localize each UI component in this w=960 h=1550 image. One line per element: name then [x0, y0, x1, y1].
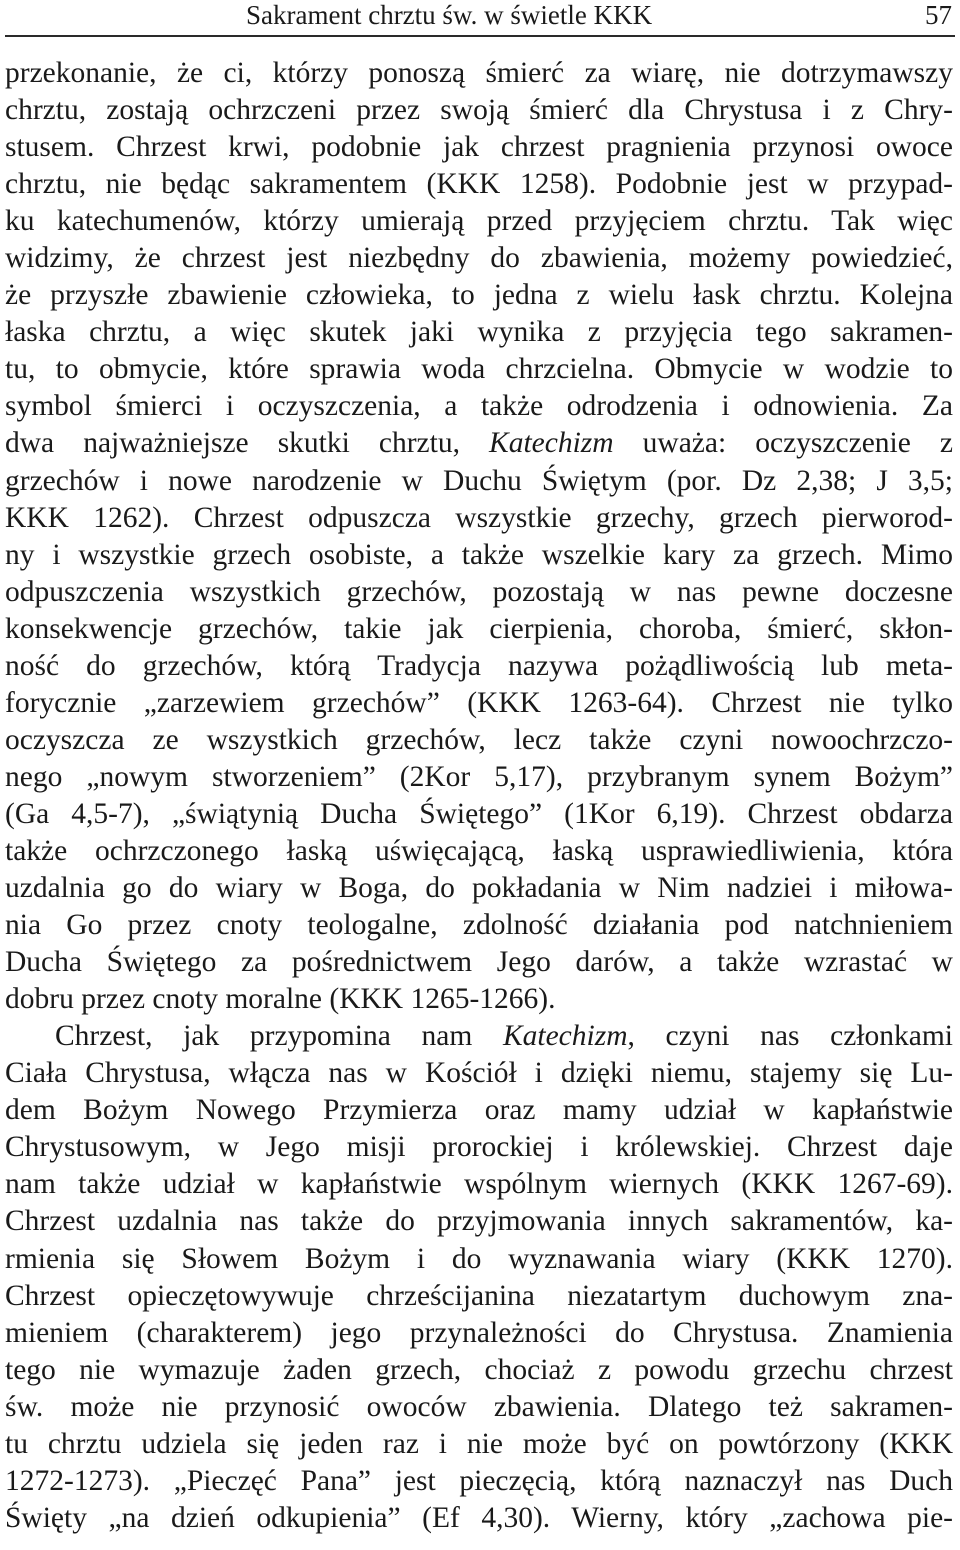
- text-line: także ochrzczonego łaską uświęcającą, łaską usprawiedliwienia, która: [5, 834, 953, 867]
- text-line: ność do grzechów, którą Tradycja nazywa pożądliwością lub meta-: [5, 649, 953, 682]
- text-line: tu, to obmycie, które sprawia woda chrzcielna. Obmycie w wodzie to: [5, 353, 953, 386]
- page-header: [0, 0, 960, 36]
- text-line: nego „nowym stworzeniem” (2Kor 5,17), przybranym synem Bożym”: [5, 760, 953, 793]
- text-line: odpuszczenia wszystkich grzechów, pozostają w nas pewne doczesne: [5, 575, 953, 608]
- text-line: tu chrztu udziela się jeden raz i nie może być on powtórzony (KKK: [5, 1427, 953, 1460]
- text-line: 1272-1273). „Pieczęć Pana” jest pieczęcią, którą naznaczył nas Duch: [5, 1464, 953, 1497]
- text-line: przekonanie, że ci, którzy ponoszą śmierć za wiarę, nie dotrzymawszy: [5, 57, 953, 89]
- text-line: chrztu, zostają ochrzczeni przez swoją śmierć dla Chrystusa i z Chry-: [5, 94, 953, 127]
- text-line: forycznie „zarzewiem grzechów” (KKK 1263-64). Chrzest nie tylko: [5, 686, 953, 719]
- text-line: nam także udział w kapłaństwie wspólnym wiernych (KKK 1267-69).: [5, 1168, 953, 1201]
- text-line: dwa najważniejsze skutki chrztu, Katechizm uważa: oczyszczenie z: [5, 427, 953, 460]
- text-line: ny i wszystkie grzech osobiste, a także wszelkie kary za grzech. Mimo: [5, 538, 953, 571]
- text-line: KKK 1262). Chrzest odpuszcza wszystkie grzechy, grzech pierworod-: [5, 501, 953, 534]
- text-line: Ducha Świętego za pośrednictwem Jego darów, a także wzrastać w: [5, 946, 953, 979]
- text-line: dem Bożym Nowego Przymierza oraz mamy udział w kapłaństwie: [5, 1094, 953, 1127]
- text-line: Chrzest, jak przypomina nam Katechizm, czyni nas członkami: [55, 1020, 953, 1053]
- text-line: Chrystusowym, w Jego misji prorockiej i królewskiej. Chrzest daje: [5, 1131, 953, 1164]
- text-line: (Ga 4,5-7), „świątynią Ducha Świętego” (1Kor 6,19). Chrzest obdarza: [5, 797, 953, 830]
- text-line: konsekwencje grzechów, takie jak cierpienia, choroba, śmierć, skłon-: [5, 612, 953, 645]
- text-line: stusem. Chrzest krwi, podobnie jak chrzest pragnienia przynosi owoce: [5, 131, 953, 164]
- body-text: [5, 55, 953, 1537]
- text-line: Święty „na dzień odkupienia” (Ef 4,30). Wierny, który „zachowa pie-: [5, 1501, 953, 1534]
- text-line: że przyszłe zbawienie człowieka, to jedna z wielu łask chrztu. Kolejna: [5, 279, 953, 312]
- text-line: nia Go przez cnoty teologalne, zdolność działania pod natchnieniem: [5, 909, 953, 942]
- text-line: św. może nie przynosić owoców zbawienia. Dlatego też sakramen-: [5, 1390, 953, 1423]
- text-line: grzechów i nowe narodzenie w Duchu Świętym (por. Dz 2,38; J 3,5;: [5, 464, 953, 497]
- text-line: symbol śmierci i oczyszczenia, a także odrodzenia i odnowienia. Za: [5, 390, 953, 423]
- text-line: mieniem (charakterem) jego przynależności do Chrystusa. Znamienia: [5, 1316, 953, 1349]
- text-line: łaska chrztu, a więc skutek jaki wynika z przyjęcia tego sakramen-: [5, 316, 953, 349]
- text-line: Chrzest uzdalnia nas także do przyjmowania innych sakramentów, ka-: [5, 1205, 953, 1238]
- running-title: Sakrament chrztu św. w świetle KKK: [246, 0, 653, 30]
- text-line: Ciała Chrystusa, włącza nas w Kościół i dzięki niemu, stajemy się Lu-: [5, 1057, 953, 1090]
- text-line: Chrzest opieczętowywuje chrześcijanina niezatartym duchowym zna-: [5, 1279, 953, 1312]
- text-line: widzimy, że chrzest jest niezbędny do zbawienia, możemy powiedzieć,: [5, 242, 953, 275]
- text-line: dobru przez cnoty moralne (KKK 1265-1266).: [5, 983, 556, 1016]
- page-number: 57: [925, 0, 952, 30]
- text-line: tego nie wymazuje żaden grzech, chociaż z powodu grzechu chrzest: [5, 1353, 953, 1386]
- text-line: uzdalnia go do wiary w Boga, do pokładania w Nim nadziei i miłowa-: [5, 872, 953, 905]
- text-line: ku katechumenów, którzy umierają przed przyjęciem chrztu. Tak więc: [5, 205, 953, 238]
- text-line: oczyszcza ze wszystkich grzechów, lecz także czyni nowoochrzczo-: [5, 723, 953, 756]
- text-line: rmienia się Słowem Bożym i do wyznawania wiary (KKK 1270).: [5, 1242, 953, 1275]
- header-rule: [5, 35, 955, 37]
- text-line: chrztu, nie będąc sakramentem (KKK 1258). Podobnie jest w przypad-: [5, 168, 953, 201]
